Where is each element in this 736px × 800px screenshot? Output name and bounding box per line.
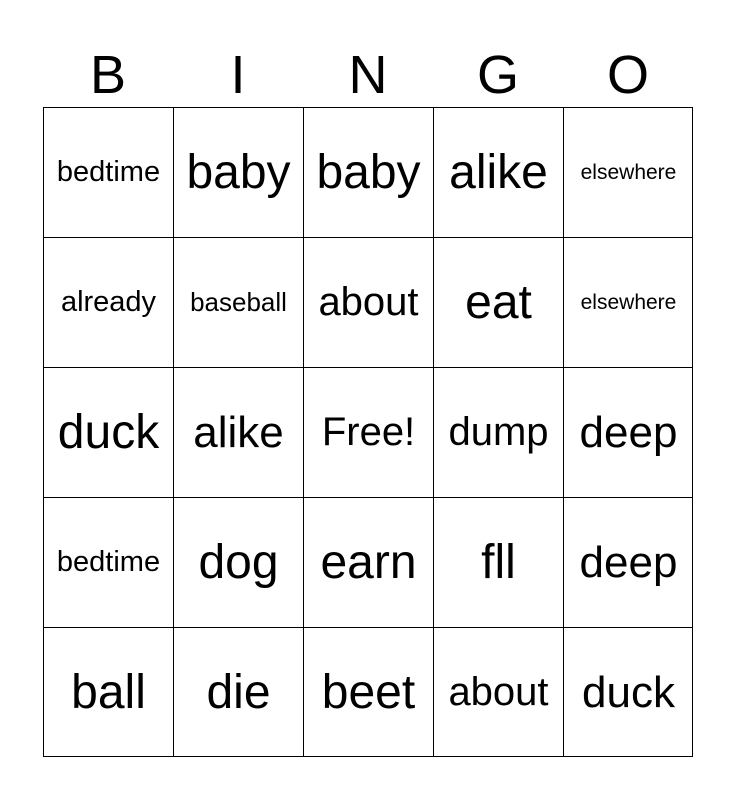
header-letter-o: O (606, 45, 649, 105)
bingo-cell: ball (43, 627, 173, 757)
bingo-cell: beet (303, 627, 433, 757)
bingo-cell: elsewhere (563, 107, 693, 237)
bingo-header (43, 44, 693, 106)
bingo-cell: fll (433, 497, 563, 627)
bingo-cell: deep (563, 497, 693, 627)
bingo-cell: elsewhere (563, 237, 693, 367)
bingo-cell: baby (303, 107, 433, 237)
bingo-cell: alike (433, 107, 563, 237)
header-letter-i: I (230, 45, 246, 105)
bingo-cell: dog (173, 497, 303, 627)
header-letter-g: G (476, 45, 519, 105)
header-letter-b: B (89, 45, 127, 105)
bingo-cell: bedtime (43, 497, 173, 627)
bingo-cell: die (173, 627, 303, 757)
bingo-cell: earn (303, 497, 433, 627)
header-letter-n: N (348, 45, 388, 105)
bingo-cell: about (433, 627, 563, 757)
bingo-cell: dump (433, 367, 563, 497)
bingo-cell: alike (173, 367, 303, 497)
bingo-cell: baseball (173, 237, 303, 367)
bingo-cell: bedtime (43, 107, 173, 237)
bingo-cell: eat (433, 237, 563, 367)
bingo-cell: about (303, 237, 433, 367)
bingo-cell: baby (173, 107, 303, 237)
bingo-card-grid (43, 107, 693, 757)
free-space-cell: Free! (303, 367, 433, 497)
bingo-cell: already (43, 237, 173, 367)
bingo-cell: duck (563, 627, 693, 757)
bingo-cell: deep (563, 367, 693, 497)
bingo-cell: duck (43, 367, 173, 497)
